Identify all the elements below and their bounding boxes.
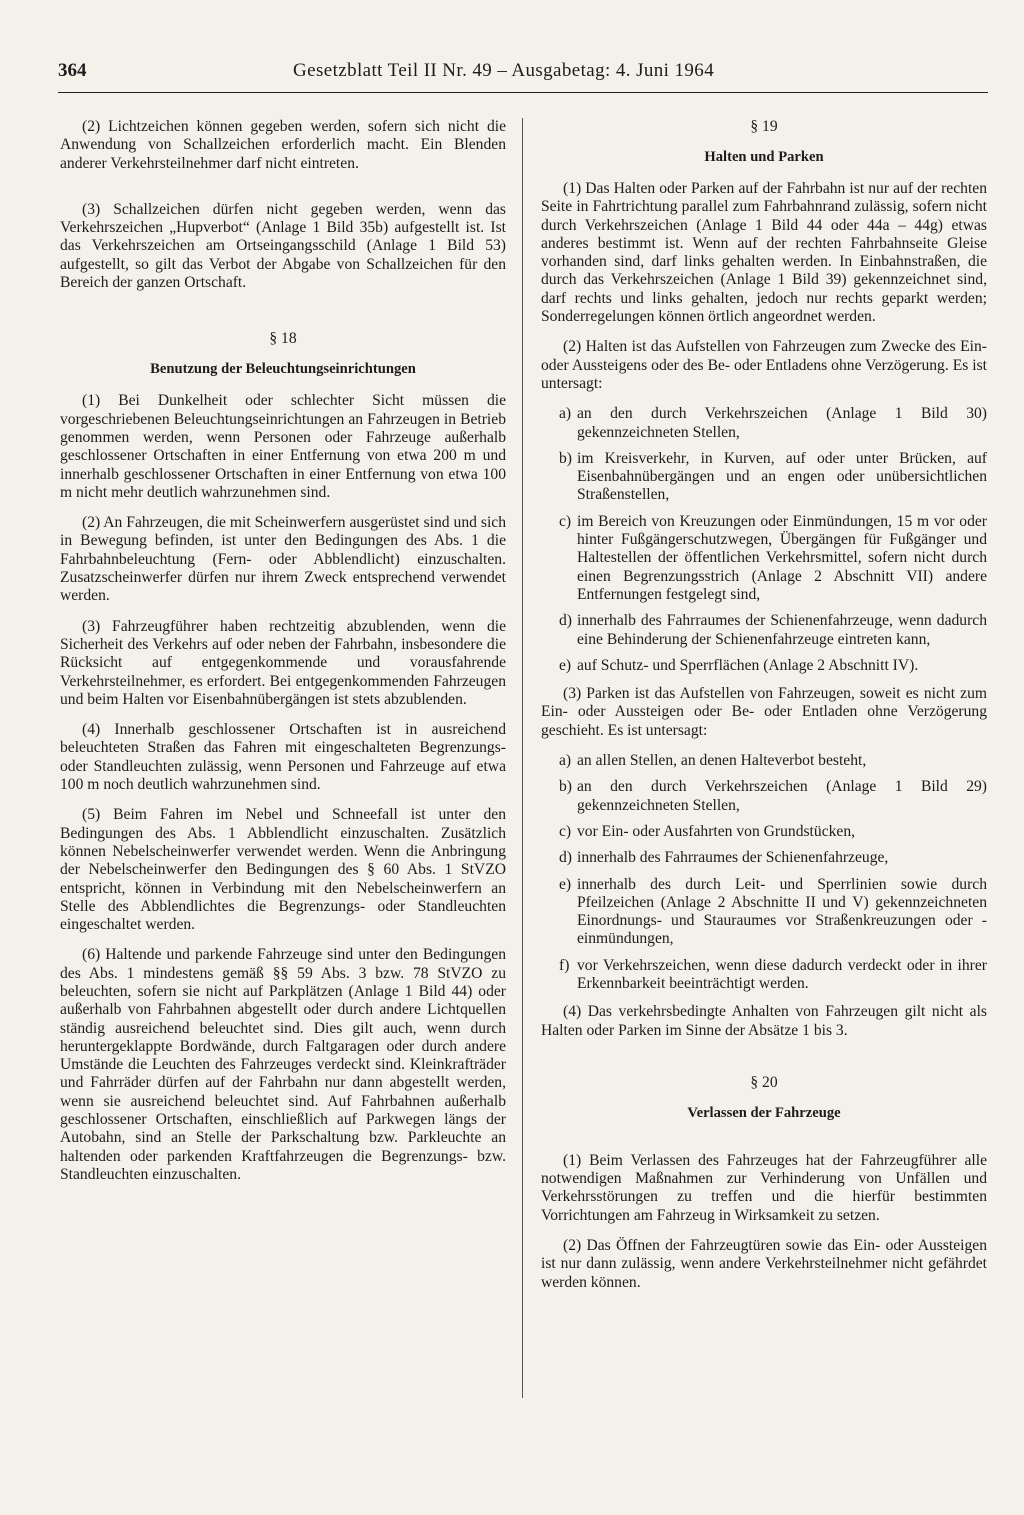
paragraph-18-2: (2) An Fahrzeugen, die mit Scheinwerfern ausgerüstet sind und sich in Bewegung befinden, ist unter den Bedingungen des Abs. 1 die Fahrbahnbeleuchtung (Fern- oder Abblendlicht) einzuschalten. Zusatzscheinwerfer dürfen nur ihrem Zweck entsprechend verwendet werden. (60, 514, 506, 605)
paragraph-18-1: (1) Bei Dunkelheit oder schlechter Sicht müssen die vorgeschriebenen Beleuchtungseinrichtungen an Fahrzeugen in Betrieb genommen werden, wenn Personen oder Fahrzeuge außerhalb geschlossener Ortschaften in einer Entfernung von etwa 200 m und innerhalb geschlossener Ortschaften in einer Entfernung von etwa 100 m nicht mehr deutlich wahrzunehmen sind. (60, 392, 506, 501)
list-marker: a) (559, 405, 572, 423)
list-item (541, 823, 987, 841)
running-title: Gesetzblatt Teil II Nr. 49 – Ausgabetag: 4. Juni 1964 (293, 60, 715, 81)
list-marker: d) (559, 849, 572, 867)
list-item (541, 405, 987, 442)
paragraph-18-5: (5) Beim Fahren im Nebel und Schneefall ist unter den Bedingungen des Abs. 1 Abblendlicht einzuschalten. Zusätzlich können Nebelscheinwerfer verwendet werden. Wenn die Anbringung der Nebelscheinwerfer den Bedingungen des § 60 Abs. 1 StVZO entspricht, können in Verbindung mit den Nebelscheinwerfern an Stelle des Abblendlichtes die Begrenzungs- oder Standleuchten eingeschaltet werden. (60, 806, 506, 934)
list-text: auf Schutz- und Sperrflächen (Anlage 2 Abschnitt IV). (577, 656, 919, 674)
left-column (60, 118, 506, 1196)
paragraph-17-3: (3) Schallzeichen dürfen nicht gegeben werden, wenn das Verkehrszeichen „Hupverbot“ (Anlage 1 Bild 35b) aufgestellt ist. Ist das Verkehrszeichen am Ortseingangsschild (Anlage 1 Bild 53) aufgestellt, so gilt das Verbot der Abgabe von Schallzeichen für den Bereich der ganzen Ortschaft. (60, 200, 506, 292)
paragraph-18-6: (6) Haltende und parkende Fahrzeuge sind unter den Bedingungen des Abs. 1 mindestens gemäß §§ 59 Abs. 3 bzw. 78 StVZO zu beleuchten, sofern sie nicht auf Parkplätzen (Anlage 1 Bild 44) oder außerhalb von Fahrbahnen abgestellt oder durch andere Lichtquellen ständig ausreichend beleuchtet sind. Dies gilt auch, wenn durch heruntergeklappte Bordwände, durch Faltgaragen oder durch andere Umstände die Leuchten des Fahrzeuges verdeckt sind. Kleinkrafträder und Fahrräder dürfen auf der Fahrbahn nur dann abgestellt werden, wenn sie ausreichend beleuchtet sind. Auf Fahrbahnen außerhalb geschlossener Ortschaften, einschließlich auf Parkwegen längs der Autobahn, sind an Stelle der Parkschaltung bzw. Parkleuchte an haltenden oder parkenden Kraftfahrzeugen die Begrenzungs- bzw. Standleuchten einzuschalten. (60, 946, 506, 1183)
column-divider (522, 118, 523, 1398)
list-item (541, 612, 987, 649)
halteverbot-list (541, 405, 987, 675)
page-header (58, 58, 988, 93)
section-20-title: Verlassen der Fahrzeuge (687, 1104, 841, 1121)
list-marker: b) (559, 778, 572, 796)
paragraph-18-4: (4) Innerhalb geschlossener Ortschaften ist in ausreichend beleuchteten Straßen das Fahren mit eingeschalteten Begrenzungs- oder Standleuchten zulässig, wenn Personen und Fahrzeuge auf etwa 100 m noch deutlich wahrzunehmen sind. (60, 721, 506, 794)
list-text: im Bereich von Kreuzungen oder Einmündungen, 15 m vor oder hinter Fußgängerschutzwegen, Übergängen für Fußgänger und Haltestellen der öffentlichen Verkehrsmittel, sofern nicht durch einen Begrenzungsstrich (Anlage 2 Abschnitt VII) andere Entfernungen festgelegt sind, (577, 512, 987, 603)
paragraph-17-2: (2) Lichtzeichen können gegeben werden, sofern sich nicht die Anwendung von Schallzeichen erforderlich macht. Ein Blenden anderer Verkehrsteilnehmer darf nicht eintreten. (60, 118, 506, 172)
right-column (541, 118, 987, 1304)
section-19-title: Halten und Parken (704, 149, 824, 165)
list-item (541, 450, 987, 505)
list-text: innerhalb des Fahrraumes der Schienenfahrzeuge, wenn dadurch eine Behinderung der Schienenfahrzeuge eintreten kann, (577, 612, 987, 648)
section-20-number: § 20 (750, 1073, 778, 1091)
paragraph-19-3: (3) Parken ist das Aufstellen von Fahrzeugen, soweit es nicht zum Ein- oder Aussteigen oder Be- oder Entladen ohne Verzögerung geschieht. Es ist untersagt: (541, 685, 987, 739)
paragraph-20-1: (1) Beim Verlassen des Fahrzeuges hat der Fahrzeugführer alle notwendigen Maßnahmen zur Verhinderung von Unfällen und Verkehrsstörungen zu treffen und die hierfür bestimmten Vorrichtungen am Fahrzeug in Wirksamkeit zu setzen. (541, 1151, 987, 1224)
list-item (541, 657, 987, 675)
paragraph-19-2: (2) Halten ist das Aufstellen von Fahrzeugen zum Zwecke des Ein- oder Aussteigens oder des Be- oder Entladens ohne Verzögerung. Es ist untersagt: (541, 338, 987, 392)
list-marker: d) (559, 612, 572, 630)
list-marker: c) (559, 822, 572, 840)
list-item (541, 513, 987, 604)
list-marker: c) (559, 512, 572, 530)
paragraph-19-1: (1) Das Halten oder Parken auf der Fahrbahn ist nur auf der rechten Seite in Fahrtrichtung parallel zum Fahrbahnrand zulässig, sofern nicht durch Verkehrszeichen (Anlage 1 Bild 44 oder 44a – 44g) etwas anderes bestimmt ist. Wenn auf der rechten Fahrbahnseite Gleise vorhanden sind, darf links gehalten werden. In Einbahnstraßen, die durch das Verkehrszeichen (Anlage 1 Bild 39) gekennzeichnet sind, darf rechts und links gehalten, jedoch nur rechts geparkt werden; Sonderregelungen können örtlich angeordnet werden. (541, 180, 987, 326)
paragraph-20-2: (2) Das Öffnen der Fahrzeugtüren sowie das Ein- oder Aussteigen ist nur dann zulässig, wenn andere Verkehrsteilnehmer nicht gefährdet werden können. (541, 1237, 987, 1291)
section-18-number: § 18 (269, 330, 297, 348)
paragraph-19-4: (4) Das verkehrsbedingte Anhalten von Fahrzeugen gilt nicht als Halten oder Parken im Sinne der Absätze 1 bis 3. (541, 1003, 987, 1039)
list-marker: f) (559, 956, 570, 974)
list-text: innerhalb des Fahrraumes der Schienenfahrzeuge, (577, 849, 889, 867)
section-19-number: § 19 (750, 118, 778, 135)
list-text: an allen Stellen, an denen Halteverbot besteht, (577, 752, 867, 770)
list-marker: e) (559, 656, 572, 674)
parkverbot-list (541, 752, 987, 993)
list-item (541, 957, 987, 994)
list-item (541, 849, 987, 867)
list-text: vor Ein- oder Ausfahrten von Grundstücken, (577, 822, 856, 840)
list-text: an den durch Verkehrszeichen (Anlage 1 Bild 29) gekennzeichneten Stellen, (577, 778, 987, 814)
list-item (541, 876, 987, 949)
list-text: vor Verkehrszeichen, wenn diese dadurch verdeckt oder in ihrer Erkennbarkeit beeinträchtigt werden. (577, 956, 987, 992)
list-marker: a) (559, 752, 572, 770)
paragraph-18-3: (3) Fahrzeugführer haben rechtzeitig abzublenden, wenn die Sicherheit des Verkehrs auf oder neben der Fahrbahn, insbesondere die Rücksicht auf entgegenkommende und vorausfahrende Verkehrsteilnehmer, es erfordert. Bei entgegenkommenden Fahrzeugen und beim Halten vor Eisenbahnübergängen ist stets abzublenden. (60, 617, 506, 708)
list-marker: b) (559, 449, 572, 467)
list-text: im Kreisverkehr, in Kurven, auf oder unter Brücken, auf Eisenbahnübergängen und an engen oder unübersichtlichen Straßenstellen, (577, 449, 987, 504)
section-18-title: Benutzung der Beleuchtungseinrichtungen (150, 361, 416, 378)
list-text: an den durch Verkehrszeichen (Anlage 1 Bild 30) gekennzeichneten Stellen, (577, 405, 987, 441)
page-number: 364 (58, 60, 87, 81)
list-text: innerhalb des durch Leit- und Sperrlinien sowie durch Pfeilzeichen (Anlage 2 Abschnitte II und V) gekennzeichneten Einordnungs- und Stauraumes vor Straßenkreuzungen oder -einmündungen, (577, 875, 987, 948)
list-marker: e) (559, 875, 572, 893)
list-item (541, 778, 987, 815)
list-item (541, 752, 987, 770)
